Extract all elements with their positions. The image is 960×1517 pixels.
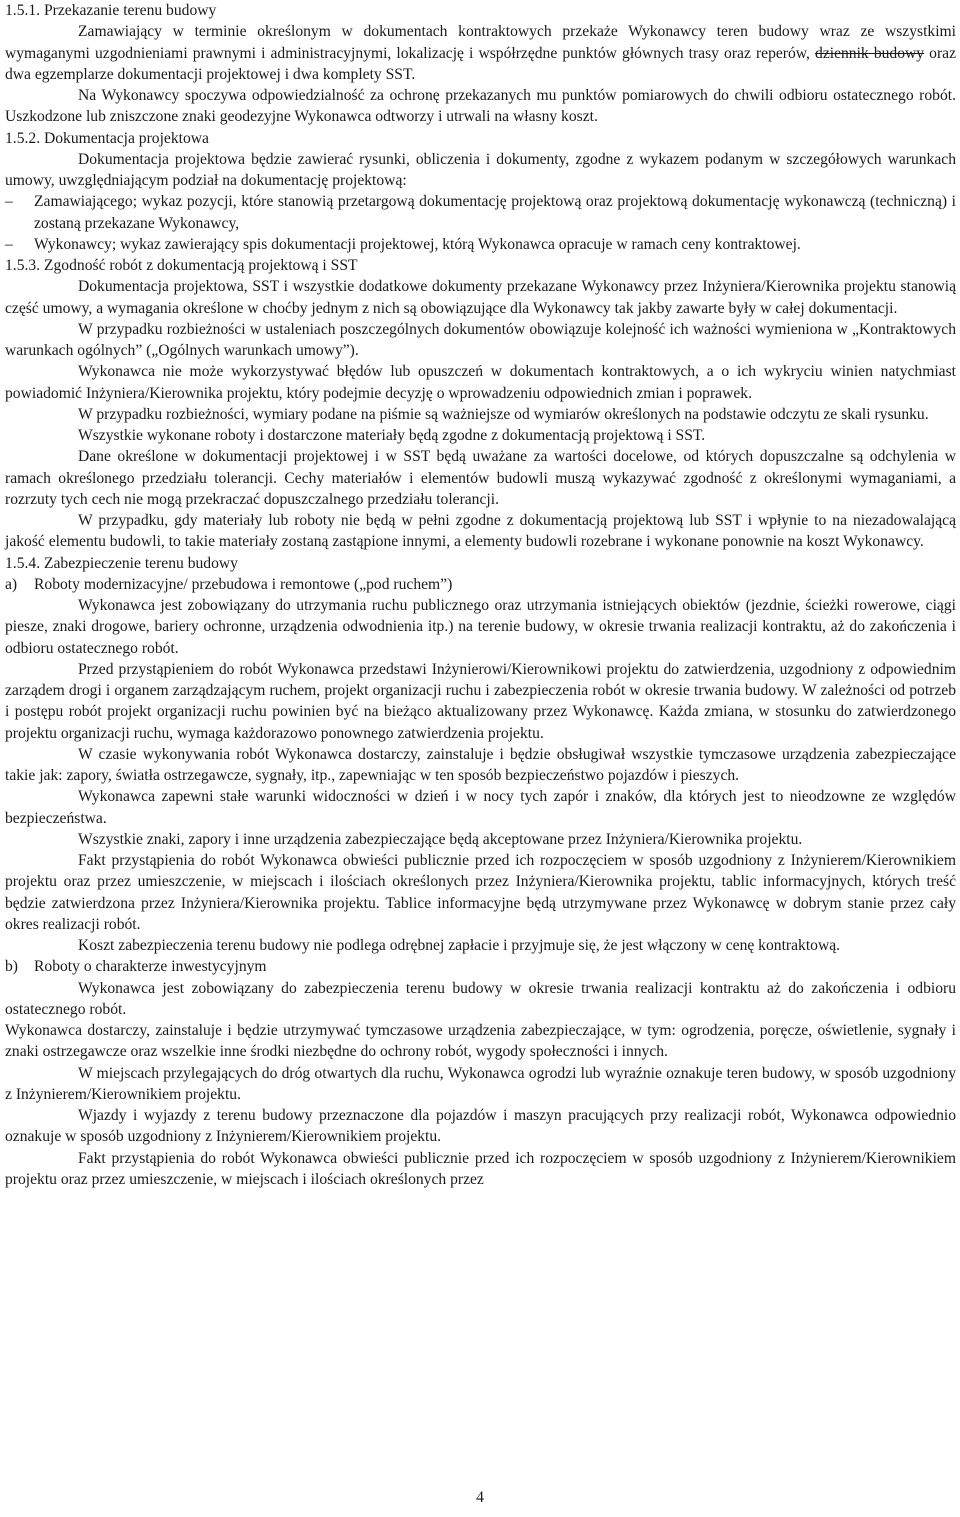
paragraph: Fakt przystąpienia do robót Wykonawca obwieści publicznie przed ich rozpoczęciem w sposób uzgodniony z Inżynierem/Kierownikiem projektu oraz przez umieszczenie, w miejscach i ilościach określonych przez <box>5 1149 956 1188</box>
paragraph: Wykonawca dostarczy, zainstaluje i będzie utrzymywać tymczasowe urządzenia zabezpieczające, w tym: ogrodzenia, poręcze, oświetlenie, sygnały i znaki ostrzegawcze oraz wszelkie inne środki niezbędne do ochrony robót, wygody społeczności i innych. <box>5 1022 956 1061</box>
subsection-label: Roboty o charakterze inwestycyjnym <box>34 958 267 976</box>
section-heading-1-5-3: 1.5.3. Zgodność robót z dokumentacją projektową i SST <box>5 257 358 274</box>
paragraph: Na Wykonawcy spoczywa odpowiedzialność za ochronę przekazanych mu punktów pomiarowych do chwili odbioru ostatecznego robót. Uszkodzone lub zniszczone znaki geodezyjne Wykonawca odtworzy i utrwali na własny koszt. <box>5 87 956 126</box>
paragraph: W przypadku rozbieżności w ustaleniach poszczególnych dokumentów obowiązuje kolejność ich ważności wymieniona w „Kontraktowych warunkach ogólnych” („Ogólnych warunkach umowy”). <box>5 320 956 359</box>
paragraph: Wykonawca nie może wykorzystywać błędów lub opuszczeń w dokumentach kontraktowych, a o ich wykryciu winien natychmiast powiadomić Inżyniera/Kierownika projektu, który podejmie decyzję o wprowadzeniu odpowiednich zmian i poprawek. <box>5 363 956 402</box>
paragraph: Wjazdy i wyjazdy z terenu budowy przeznaczone dla pojazdów i maszyn pracujących przy realizacji robót, Wykonawca odpowiednio oznakuje w sposób uzgodniony z Inżynierem/Kierownikiem projektu. <box>5 1107 956 1146</box>
list-marker: a) <box>5 575 18 593</box>
dash-bullet: – <box>5 235 13 253</box>
paragraph: Przed przystąpieniem do robót Wykonawca przedstawi Inżynierowi/Kierownikowi projektu do zatwierdzenia, uzgodniony z odpowiednim zarządem drogi i organem zarządzającym ruchem, projekt organizacji ruchu i zabezpieczenia robót w okresie trwania budowy. W zależności od potrzeb i postępu robót projekt organizacji ruchu powinien być na bieżąco aktualizowany przez Wykonawcę. Każda zmiana, w stosunku do zatwierdzonego projektu organizacji ruchu, wymaga każdorazowo ponownego zatwierdzenia projektu. <box>5 660 956 742</box>
dash-bullet: – <box>5 193 13 211</box>
paragraph: W czasie wykonywania robót Wykonawca dostarczy, zainstaluje i będzie obsługiwał wszystkie tymczasowe urządzenia zabezpieczające takie jak: zapory, światła ostrzegawcze, sygnały, itp., zapewniając w ten sposób bezpieczeństwo pojazdów i pieszych. <box>5 745 956 784</box>
subsection-label: Roboty modernizacyjne/ przebudowa i remontowe („pod ruchem”) <box>34 575 453 593</box>
list-item-text: Zamawiającego; wykaz pozycji, które stanowią przetargową dokumentację projektową oraz projektową dokumentację wykonawczą (techniczną) i zostaną przekazane Wykonawcy, <box>34 193 956 232</box>
paragraph: W przypadku rozbieżności, wymiary podane na piśmie są ważniejsze od wymiarów określonych na podstawie odczytu ze skali rysunku. <box>78 405 929 423</box>
paragraph: Dokumentacja projektowa, SST i wszystkie dodatkowe dokumenty przekazane Wykonawcy przez Inżyniera/Kierownika projektu stanowią część umowy, a wymagania określone w choćby jednym z nich są obowiązujące dla Wykonawcy tak jakby zawarte były w całej dokumentacji. <box>5 278 956 317</box>
list-item <box>5 234 956 255</box>
paragraph <box>5 21 956 85</box>
paragraph: Wszystkie znaki, zapory i inne urządzenia zabezpieczające będą akceptowane przez Inżyniera/Kierownika projektu. <box>78 830 803 848</box>
subsection-heading-b <box>5 956 956 977</box>
section-heading-1-5-2: 1.5.2. Dokumentacja projektowa <box>5 129 209 147</box>
paragraph: Wykonawca zapewni stałe warunki widoczności w dzień i w nocy tych zapór i znaków, dla których jest to nieodzowne ze względów bezpieczeństwa. <box>5 788 956 827</box>
paragraph-text: Zamawiający w terminie określonym w dokumentach kontraktowych przekaże Wykonawcy teren budowy wraz ze wszystkimi wymaganymi uzgodnieniami prawnymi i administracyjnymi, lokalizację i współrzędne punktów głównych trasy oraz reperów, <box>5 23 956 62</box>
paragraph: Wykonawca jest zobowiązany do utrzymania ruchu publicznego oraz utrzymania istniejących obiektów (jezdnie, ścieżki rowerowe, ciągi piesze, znaki drogowe, bariery ochronne, urządzenia odwodnienia itp.) na terenie budowy, w okresie trwania realizacji kontraktu, aż do zakończenia i odbioru ostatecznego robót. <box>5 597 956 657</box>
paragraph: Wszystkie wykonane roboty i dostarczone materiały będą zgodne z dokumentacją projektową i SST. <box>78 427 706 444</box>
list-marker: b) <box>5 958 18 976</box>
paragraph-text: oraz dwa egzemplarze dokumentacji projektowej i dwa komplety SST. <box>5 44 957 83</box>
struck-text: dziennik budowy <box>815 44 925 62</box>
page-number: 4 <box>476 1489 484 1506</box>
document-page <box>5 0 956 1190</box>
section-heading-1-5-1: 1.5.1. Przekazanie terenu budowy <box>5 2 217 19</box>
paragraph: Fakt przystąpienia do robót Wykonawca obwieści publicznie przed ich rozpoczęciem w sposób uzgodniony z Inżynierem/Kierownikiem projektu oraz przez umieszczenie, w miejscach i ilościach określonych przez Inżyniera/Kierownika projektu, tablic informacyjnych, których treść będzie zatwierdzona przez Inżyniera/Kierownika projektu. Tablice informacyjne będą utrzymywane przez Wykonawcę w dobrym stanie przez cały okres realizacji robót. <box>5 852 956 933</box>
list-item <box>5 191 956 234</box>
list-item-text: Wykonawcy; wykaz zawierający spis dokumentacji projektowej, którą Wykonawca opracuje w ramach ceny kontraktowej. <box>34 235 801 253</box>
paragraph: W miejscach przylegających do dróg otwartych dla ruchu, Wykonawca ogrodzi lub wyraźnie oznakuje teren budowy, w sposób uzgodniony z Inżynierem/Kierownikiem projektu. <box>5 1064 956 1103</box>
paragraph: Dokumentacja projektowa będzie zawierać rysunki, obliczenia i dokumenty, zgodne z wykazem podanym w szczegółowych warunkach umowy, uwzględniającym podział na dokumentację projektową: <box>5 150 956 189</box>
subsection-heading-a <box>5 574 956 595</box>
paragraph: W przypadku, gdy materiały lub roboty nie będą w pełni zgodne z dokumentacją projektową lub SST i wpłynie to na niezadowalającą jakość elementu budowli, to takie materiały zostaną zastąpione innymi, a elementy budowli rozebrane i wykonane ponownie na koszt Wykonawcy. <box>5 512 956 551</box>
paragraph: Koszt zabezpieczenia terenu budowy nie podlega odrębnej zapłacie i przyjmuje się, że jest włączony w cenę kontraktową. <box>78 937 841 954</box>
section-heading-1-5-4: 1.5.4. Zabezpieczenie terenu budowy <box>5 554 238 572</box>
paragraph: Dane określone w dokumentacji projektowej i w SST będą uważane za wartości docelowe, od których dopuszczalne są odchylenia w ramach określonego przedziału tolerancji. Cechy materiałów i elementów budowli muszą wykazywać zgodność z określonymi wymaganiami, a rozrzuty tych cech nie mogą przekraczać dopuszczalnego przedziału tolerancji. <box>5 448 956 508</box>
paragraph: Wykonawca jest zobowiązany do zabezpieczenia terenu budowy w okresie trwania realizacji kontraktu aż do zakończenia i odbioru ostatecznego robót. <box>5 979 956 1018</box>
